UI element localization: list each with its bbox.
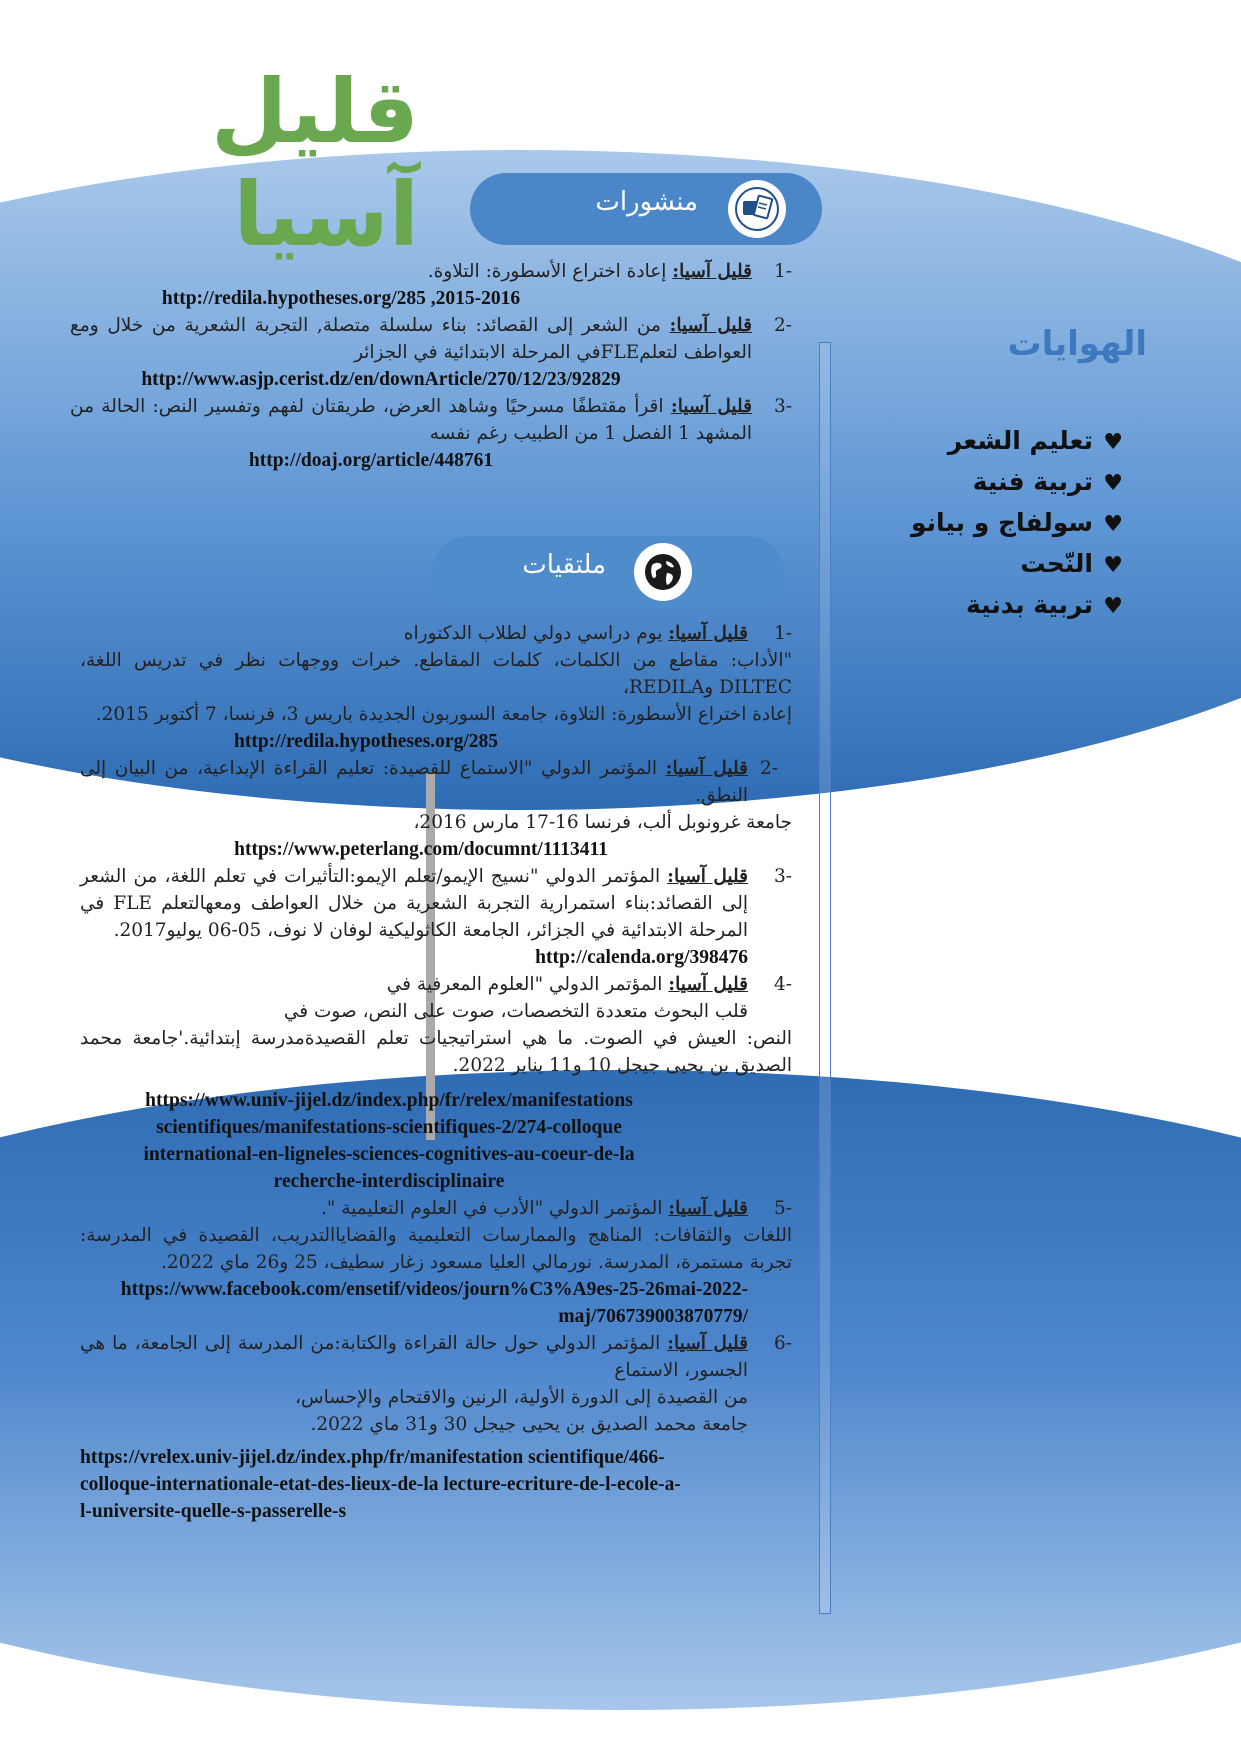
list-item — [70, 312, 792, 393]
heart-icon: ♥ — [1103, 512, 1123, 537]
list-item — [911, 461, 1123, 502]
list-item — [70, 393, 792, 474]
hobby-label: سولفاج و بيانو — [910, 508, 1093, 537]
item-number: -4 — [773, 974, 792, 995]
hobbies-heading: الهوايات — [1007, 324, 1147, 364]
item-text: من الشعر إلى القصائد: بناء سلسلة متصلة, التجربة الشعرية من خلال ومع العواطف لتعلمFLEفي المرحلة الابتدائية في الجزائر — [70, 315, 752, 363]
item-text: إعادة اختراع الأسطورة: التلاوة. — [427, 261, 673, 282]
heart-icon: ♥ — [1103, 430, 1123, 455]
item-text: المؤتمر الدولي حول حالة القراءة والكتابة:من المدرسة إلى الجامعة، ما هي الجسور، الاستماع — [80, 1333, 748, 1381]
list-item — [911, 420, 1123, 461]
hobbies-list — [911, 420, 1123, 625]
item-extra: جامعة محمد الصديق بن يحيى جيجل 30 و31 ماي 2022. — [310, 1414, 748, 1435]
list-item — [80, 755, 792, 863]
list-item — [80, 620, 792, 755]
item-number: -2 — [773, 315, 792, 336]
author-name: قليل آسيا: — [669, 315, 752, 336]
item-number: -2 — [759, 758, 778, 779]
list-item — [70, 258, 792, 312]
item-text: المؤتمر الدولي "نسيج الإيمو/تعلم الإيمو:التأثيرات في تعلم اللغة، من الشعر إلى القصائد:بناء استمرارية التجربة الشعرية من خلال العواطف ومعهالتعلم FLE في المرحلة الابتدائية في الجزائر، الجامعة الكاثوليكية لوفان لا نوف، 05-06 يوليو2017. — [80, 866, 748, 941]
item-extra: "الأداب: مقاطع من الكلمات، كلمات المقاطع. خبرات ووجهات نظر في تدريس اللغة، DILTEC وREDILA، — [80, 650, 792, 698]
publications-heading: منشورات — [595, 187, 698, 217]
item-extra: من القصيدة إلى الدورة الأولية، الرنين والاقتحام والإحساس، — [295, 1387, 748, 1408]
conferences-heading: ملتقيات — [522, 550, 606, 580]
hobby-label: تربية بدنية — [966, 590, 1093, 619]
item-number: -6 — [773, 1333, 792, 1354]
item-url[interactable]: https://www.facebook.com/ensetif/videos/journ%C3%A9es-25-26mai-2022-maj/706739003870779/ — [120, 1279, 748, 1327]
item-url[interactable]: http://www.asjp.cerist.dz/en/downArticle/270/12/23/92829 — [141, 369, 621, 390]
list-item — [80, 1330, 792, 1525]
item-extra: قلب البحوث متعددة التخصصات، صوت على النص، صوت في — [283, 1001, 748, 1022]
author-name: قليل آسيا: — [670, 396, 752, 417]
list-item — [80, 971, 792, 1195]
vertical-divider — [819, 342, 831, 1614]
item-extra: اللغات والثقافات: المناهج والممارسات التعليمية والقضاياالتدريب، القصيدة في المدرسة: تجربة مستمرة، المدرسة. نورمالي العليا مسعود زغار سطيف، 25 و26 ماي 2022. — [80, 1225, 792, 1273]
item-url[interactable]: http://calenda.org/398476 — [535, 947, 748, 968]
author-name: قليل آسيا: — [665, 758, 748, 779]
author-name: قليل آسيا: — [668, 1198, 748, 1219]
item-url[interactable]: https://www.univ-jijel.dz/index.php/fr/relex/manifestations scientifiques/manifestations-scientifiques-2/274-colloque international-en-ligneles-sciences-cognitives-au-coeur-de-la recherche-interdisciplinaire — [143, 1090, 635, 1192]
author-name: قليل آسيا: — [667, 866, 748, 887]
item-extra: إعادة اختراع الأسطورة: التلاوة، جامعة السوربون الجديدة باريس 3، فرنسا، 7 أكتوبر 2015. — [95, 704, 792, 725]
list-item — [80, 1195, 792, 1330]
item-text: المؤتمر الدولي "الأدب في العلوم التعليمية ". — [321, 1198, 669, 1219]
list-item — [911, 543, 1123, 584]
item-number: -1 — [773, 623, 792, 644]
item-number: -5 — [773, 1198, 792, 1219]
item-number: -1 — [773, 261, 792, 282]
item-text: يوم دراسي دولي لطلاب الدكتوراه — [403, 623, 669, 644]
conferences-list — [80, 620, 792, 1525]
hobby-label: النّحت — [1020, 549, 1093, 578]
author-name: قليل آسيا: — [672, 261, 752, 282]
item-number: -3 — [773, 866, 792, 887]
item-url[interactable]: http://redila.hypotheses.org/285 — [234, 731, 498, 752]
item-text: المؤتمر الدولي "الاستماع للقصيدة: تعليم القراءة الإبداعية، من البيان إلى النطق. — [80, 758, 748, 806]
heart-icon: ♥ — [1103, 553, 1123, 578]
author-name: قليل آسيا: — [668, 623, 748, 644]
globe-icon — [634, 543, 692, 601]
hobby-label: تعليم الشعر — [947, 426, 1093, 455]
list-item — [911, 584, 1123, 625]
item-text: اقرأ مقتطفًا مسرحيًا وشاهد العرض، طريقتان لفهم وتفسير النص: الحالة من المشهد 1 الفصل 1 من الطبيب رغم نفسه — [70, 396, 752, 444]
author-name: قليل آسيا: — [667, 1333, 748, 1354]
page-title: قليل آسيا — [210, 60, 419, 266]
hobby-label: تربية فنية — [972, 467, 1093, 496]
publications-header — [470, 173, 822, 245]
list-item — [80, 863, 792, 971]
publications-list — [70, 258, 792, 474]
conferences-header — [432, 536, 784, 608]
item-extra: جامعة غرونوبل ألب، فرنسا 16-17 مارس 2016، — [413, 812, 792, 833]
list-item — [911, 502, 1123, 543]
item-text: المؤتمر الدولي "العلوم المعرفية في — [386, 974, 669, 995]
item-url[interactable]: http://doaj.org/article/448761 — [248, 450, 494, 471]
item-url[interactable]: https://vrelex.univ-jijel.dz/index.php/fr/manifestation scientifique/466-colloque-internationale-etat-des-lieux-de-la lecture-ecriture-de-l-ecole-a-l-universite-quelle-s-passerelle-s — [80, 1447, 681, 1522]
pub-icon — [728, 180, 786, 238]
heart-icon: ♥ — [1103, 594, 1123, 619]
item-url[interactable]: https://www.peterlang.com/documnt/1113411 — [234, 839, 608, 860]
item-url[interactable]: http://redila.hypotheses.org/285 ,2015-2016 — [161, 288, 521, 309]
item-number: -3 — [773, 396, 792, 417]
author-name: قليل آسيا: — [668, 974, 748, 995]
item-extra: النص: العيش في الصوت. ما هي استراتيجيات تعلم القصيدةمدرسة إبتدائية.'جامعة محمد الصديق بن يحيى جيجل 10 و11 يناير 2022. — [80, 1028, 792, 1076]
heart-icon: ♥ — [1103, 471, 1123, 496]
